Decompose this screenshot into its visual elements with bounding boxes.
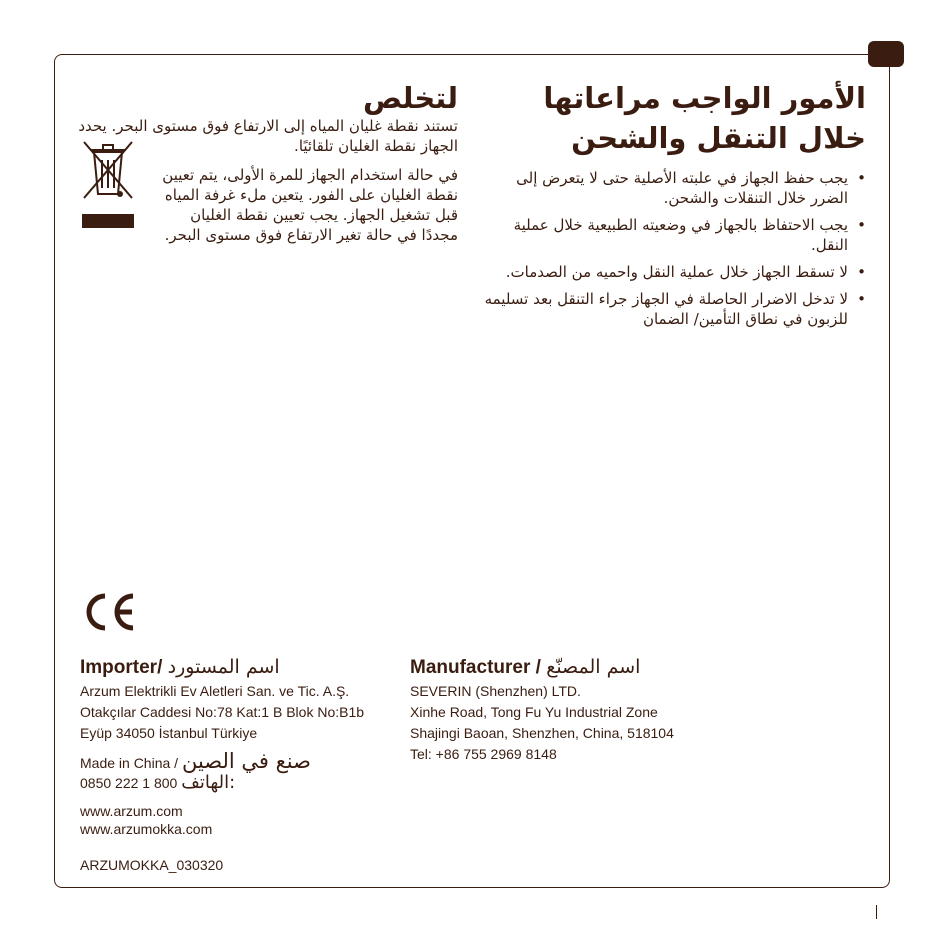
phone-number: 0850 222 1 800 — [80, 775, 178, 791]
manufacturer-address-line: Tel: +86 755 2969 8148 — [410, 746, 557, 762]
disposal-paragraph-2: في حالة استخدام الجهاز للمرة الأولى، يتم تعيين نقطة الغليان على الفور. يتعين ملء غرفة المياه قبل تشغيل الجهاز. يجب تعيين نقطة الغليان مجددًا في حالة تغير الارتفاع فوق مستوى البحر. — [162, 166, 458, 244]
manufacturer-label-ar: اسم المصنّع — [546, 656, 641, 678]
manufacturer-address-line: Xinhe Road, Tong Fu Yu Industrial Zone — [410, 704, 658, 720]
website-link[interactable]: www.arzumokka.com — [80, 821, 213, 837]
transport-bullet: • يجب الاحتفاظ بالجهاز في وضعيته الطبيعية خلال عملية النقل. — [476, 215, 866, 255]
phone-line — [80, 774, 390, 792]
manufacturer-heading — [410, 654, 730, 681]
transport-bullet: • لا تدخل الاضرار الحاصلة في الجهاز جراء التنقل بعد تسليمه للزبون في نطاق التأمين/ الضمان — [476, 289, 866, 329]
made-in-label: Made in China / — [80, 755, 179, 771]
disposal-title: لتخلص — [362, 81, 458, 115]
document-code: ARZUMOKKA_030320 — [80, 857, 224, 873]
ce-mark-icon — [80, 590, 138, 634]
manufacturer-address-line: Shajingi Baoan, Shenzhen, China, 518104 — [410, 725, 674, 741]
importer-heading — [80, 654, 390, 681]
phone-label-ar: الهاتف: — [181, 772, 236, 793]
transport-bullet: • لا تسقط الجهاز خلال عملية النقل واحميه من الصدمات. — [476, 262, 866, 282]
manufacturer-label: Manufacturer / — [410, 657, 541, 678]
manufacturer-address-line: SEVERIN (Shenzhen) LTD. — [410, 683, 581, 699]
importer-address-line: Arzum Elektrikli Ev Aletleri San. ve Tic. A.Ş. — [80, 683, 350, 699]
transport-bullet: • يجب حفظ الجهاز في علبته الأصلية حتى لا يتعرض إلى الضرر خلال التنقلات والشحن. — [476, 168, 866, 208]
transport-title: الأمور الواجب مراعاتها خلال التنقل والشحن — [543, 81, 866, 155]
made-in-label-ar: صنع في الصين — [181, 749, 311, 773]
importer-label: Importer/ — [80, 657, 163, 678]
crossed-out-wheelie-bin-icon — [80, 138, 136, 230]
page-number-divider — [876, 905, 877, 919]
disposal-paragraph-1: تستند نقطة غليان المياه إلى الارتفاع فوق مستوى البحر. يحدد الجهاز نقطة الغليان تلقائيًا. — [78, 117, 458, 155]
website-list — [80, 802, 212, 838]
made-in-line — [80, 750, 390, 774]
transport-bullet-list — [476, 168, 866, 336]
importer-address-line: Eyüp 34050 İstanbul Türkiye — [80, 725, 258, 741]
importer-label-ar: اسم المستورد — [167, 656, 280, 678]
manufacturer-block — [410, 654, 730, 765]
website-link[interactable]: www.arzum.com — [80, 803, 183, 819]
importer-address-line: Otakçılar Caddesi No:78 Kat:1 B Blok No:B1b — [80, 704, 365, 720]
importer-block — [80, 654, 390, 792]
